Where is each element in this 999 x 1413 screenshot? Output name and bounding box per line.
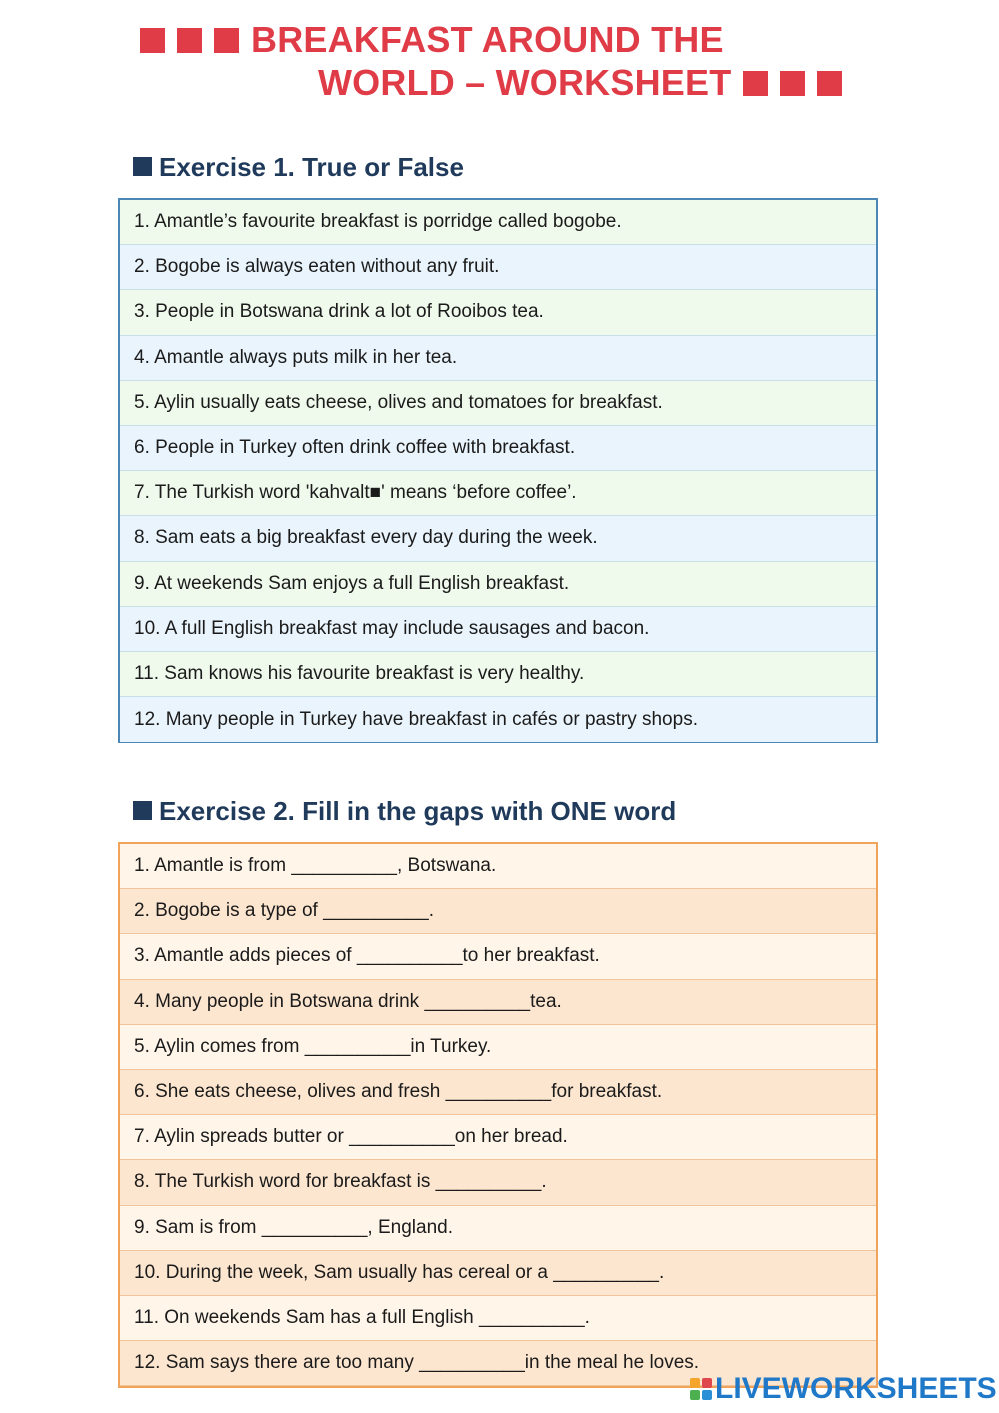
navy-square-icon	[133, 801, 152, 820]
question-row[interactable]: 4. Amantle always puts milk in her tea.	[120, 336, 876, 381]
logo-grid-icon	[690, 1378, 712, 1400]
logo-text: LIVEWORKSHEETS	[715, 1372, 997, 1405]
question-row[interactable]: 2. Bogobe is always eaten without any fruit.	[120, 245, 876, 290]
question-row[interactable]: 7. The Turkish word 'kahvalt■' means ‘before coffee’.	[120, 471, 876, 516]
red-square-icon	[817, 71, 842, 96]
exercise-1-heading	[133, 152, 464, 182]
question-row[interactable]: 1. Amantle’s favourite breakfast is porridge called bogobe.	[120, 200, 876, 245]
gap-fill-row[interactable]: 10. During the week, Sam usually has cereal or a __________.	[120, 1251, 876, 1296]
question-row[interactable]: 10. A full English breakfast may include sausages and bacon.	[120, 607, 876, 652]
liveworksheets-logo[interactable]	[690, 1372, 997, 1406]
gap-fill-row[interactable]: 5. Aylin comes from __________in Turkey.	[120, 1025, 876, 1070]
gap-fill-row[interactable]: 9. Sam is from __________, England.	[120, 1206, 876, 1251]
question-row[interactable]: 9. At weekends Sam enjoys a full English breakfast.	[120, 562, 876, 607]
title-line-2: WORLD – WORKSHEET	[318, 62, 732, 103]
navy-square-icon	[133, 157, 152, 176]
gap-fill-row[interactable]: 3. Amantle adds pieces of __________to her breakfast.	[120, 934, 876, 979]
worksheet-title	[140, 18, 860, 104]
title-line-1: BREAKFAST AROUND THE	[251, 19, 724, 60]
question-row[interactable]: 3. People in Botswana drink a lot of Rooibos tea.	[120, 290, 876, 335]
question-row[interactable]: 12. Many people in Turkey have breakfast in cafés or pastry shops.	[120, 697, 876, 742]
red-square-icon	[780, 71, 805, 96]
gap-fill-row[interactable]: 7. Aylin spreads butter or __________on her bread.	[120, 1115, 876, 1160]
red-square-icon	[214, 28, 239, 53]
question-row[interactable]: 5. Aylin usually eats cheese, olives and tomatoes for breakfast.	[120, 381, 876, 426]
exercise-2-heading	[133, 796, 676, 826]
exercise-1-table	[118, 198, 878, 743]
red-square-icon	[743, 71, 768, 96]
exercise-2-table	[118, 842, 878, 1388]
question-row[interactable]: 8. Sam eats a big breakfast every day during the week.	[120, 516, 876, 561]
question-row[interactable]: 11. Sam knows his favourite breakfast is very healthy.	[120, 652, 876, 697]
gap-fill-row[interactable]: 11. On weekends Sam has a full English __________.	[120, 1296, 876, 1341]
gap-fill-row[interactable]: 4. Many people in Botswana drink __________tea.	[120, 980, 876, 1025]
gap-fill-row[interactable]: 6. She eats cheese, olives and fresh __________for breakfast.	[120, 1070, 876, 1115]
gap-fill-row[interactable]: 8. The Turkish word for breakfast is __________.	[120, 1160, 876, 1205]
red-square-icon	[140, 28, 165, 53]
exercise-2-heading-text: Exercise 2. Fill in the gaps with ONE word	[159, 796, 677, 826]
gap-fill-row[interactable]: 12. Sam says there are too many __________in the meal he loves.	[120, 1341, 876, 1386]
gap-fill-row[interactable]: 2. Bogobe is a type of __________.	[120, 889, 876, 934]
gap-fill-row[interactable]: 1. Amantle is from __________, Botswana.	[120, 844, 876, 889]
exercise-1-heading-text: Exercise 1. True or False	[159, 152, 464, 182]
red-square-icon	[177, 28, 202, 53]
question-row[interactable]: 6. People in Turkey often drink coffee with breakfast.	[120, 426, 876, 471]
